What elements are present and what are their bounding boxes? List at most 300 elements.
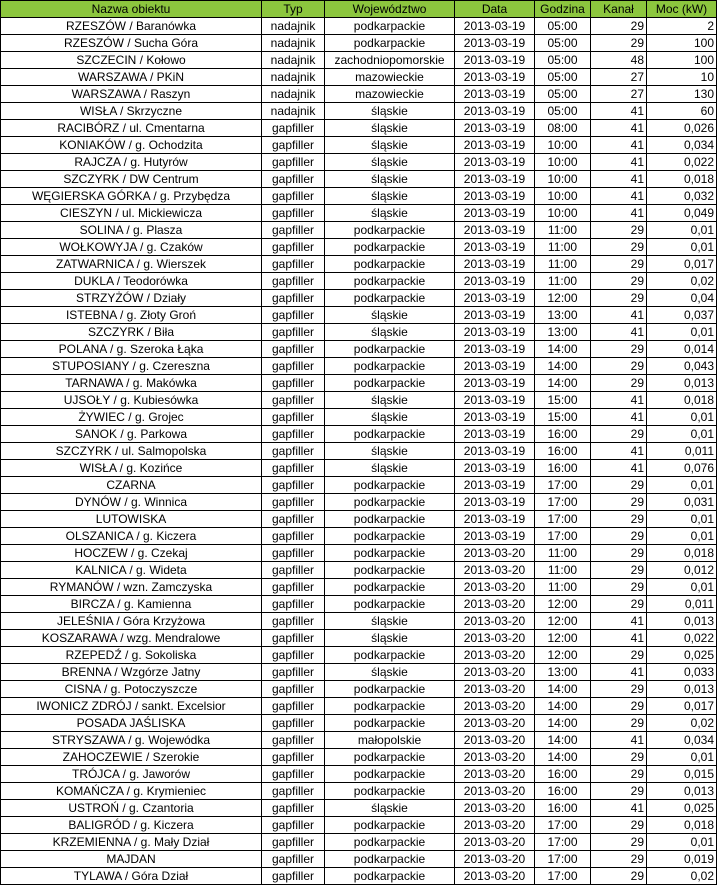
cell-kanal: 29 bbox=[591, 562, 647, 579]
cell-moc: 0,031 bbox=[647, 494, 717, 511]
cell-moc: 0,037 bbox=[647, 307, 717, 324]
cell-moc: 0,015 bbox=[647, 766, 717, 783]
cell-moc: 0,025 bbox=[647, 800, 717, 817]
cell-kanal: 41 bbox=[591, 732, 647, 749]
cell-nazwa: JELEŚNIA / Góra Krzyżowa bbox=[1, 613, 262, 630]
cell-kanal: 29 bbox=[591, 851, 647, 868]
cell-kanal: 41 bbox=[591, 103, 647, 120]
cell-moc: 0,014 bbox=[647, 341, 717, 358]
cell-nazwa: SZCZYRK / Biła bbox=[1, 324, 262, 341]
cell-nazwa: RAJCZA / g. Hutyrów bbox=[1, 154, 262, 171]
cell-wojewodztwo: podkarpackie bbox=[325, 290, 455, 307]
cell-kanal: 29 bbox=[591, 222, 647, 239]
cell-nazwa: POLANA / g. Szeroka Łąka bbox=[1, 341, 262, 358]
cell-nazwa: RZESZÓW / Sucha Góra bbox=[1, 35, 262, 52]
cell-moc: 2 bbox=[647, 18, 717, 35]
cell-wojewodztwo: podkarpackie bbox=[325, 477, 455, 494]
cell-wojewodztwo: podkarpackie bbox=[325, 817, 455, 834]
table-row bbox=[1, 154, 717, 171]
cell-godzina: 14:00 bbox=[535, 698, 591, 715]
cell-godzina: 16:00 bbox=[535, 783, 591, 800]
cell-data: 2013-03-19 bbox=[455, 256, 535, 273]
cell-data: 2013-03-20 bbox=[455, 749, 535, 766]
cell-moc: 0,011 bbox=[647, 443, 717, 460]
cell-wojewodztwo: śląskie bbox=[325, 443, 455, 460]
cell-moc: 0,01 bbox=[647, 477, 717, 494]
cell-wojewodztwo: śląskie bbox=[325, 392, 455, 409]
cell-godzina: 11:00 bbox=[535, 562, 591, 579]
cell-moc: 0,018 bbox=[647, 545, 717, 562]
table-row bbox=[1, 409, 717, 426]
table-body bbox=[1, 18, 717, 885]
cell-typ: gapfiller bbox=[262, 749, 325, 766]
cell-data: 2013-03-19 bbox=[455, 69, 535, 86]
cell-nazwa: KOSZARAWA / wzg. Mendralowe bbox=[1, 630, 262, 647]
cell-godzina: 16:00 bbox=[535, 800, 591, 817]
cell-kanal: 29 bbox=[591, 18, 647, 35]
cell-typ: gapfiller bbox=[262, 154, 325, 171]
cell-wojewodztwo: podkarpackie bbox=[325, 222, 455, 239]
cell-kanal: 41 bbox=[591, 324, 647, 341]
cell-typ: gapfiller bbox=[262, 358, 325, 375]
cell-godzina: 17:00 bbox=[535, 511, 591, 528]
table-row bbox=[1, 358, 717, 375]
cell-data: 2013-03-19 bbox=[455, 528, 535, 545]
cell-godzina: 12:00 bbox=[535, 613, 591, 630]
cell-godzina: 14:00 bbox=[535, 375, 591, 392]
cell-moc: 0,01 bbox=[647, 324, 717, 341]
cell-data: 2013-03-19 bbox=[455, 341, 535, 358]
cell-wojewodztwo: śląskie bbox=[325, 800, 455, 817]
cell-kanal: 41 bbox=[591, 613, 647, 630]
cell-kanal: 41 bbox=[591, 307, 647, 324]
cell-wojewodztwo: podkarpackie bbox=[325, 579, 455, 596]
cell-typ: gapfiller bbox=[262, 783, 325, 800]
table-row bbox=[1, 324, 717, 341]
cell-typ: gapfiller bbox=[262, 851, 325, 868]
cell-wojewodztwo: zachodniopomorskie bbox=[325, 52, 455, 69]
table-row bbox=[1, 35, 717, 52]
cell-wojewodztwo: śląskie bbox=[325, 613, 455, 630]
cell-moc: 0,018 bbox=[647, 171, 717, 188]
cell-nazwa: BRENNA / Wzgórze Jatny bbox=[1, 664, 262, 681]
cell-godzina: 11:00 bbox=[535, 256, 591, 273]
cell-kanal: 29 bbox=[591, 698, 647, 715]
cell-nazwa: WISŁA / Skrzyczne bbox=[1, 103, 262, 120]
cell-godzina: 17:00 bbox=[535, 494, 591, 511]
cell-nazwa: CISNA / g. Potoczyszcze bbox=[1, 681, 262, 698]
cell-data: 2013-03-20 bbox=[455, 715, 535, 732]
cell-moc: 0,01 bbox=[647, 426, 717, 443]
cell-godzina: 15:00 bbox=[535, 409, 591, 426]
cell-moc: 0,011 bbox=[647, 596, 717, 613]
cell-typ: gapfiller bbox=[262, 256, 325, 273]
cell-data: 2013-03-20 bbox=[455, 647, 535, 664]
cell-data: 2013-03-19 bbox=[455, 188, 535, 205]
cell-moc: 0,049 bbox=[647, 205, 717, 222]
table-row bbox=[1, 596, 717, 613]
cell-nazwa: STRZYŻÓW / Działy bbox=[1, 290, 262, 307]
cell-data: 2013-03-19 bbox=[455, 154, 535, 171]
cell-data: 2013-03-20 bbox=[455, 579, 535, 596]
cell-moc: 0,019 bbox=[647, 851, 717, 868]
cell-wojewodztwo: podkarpackie bbox=[325, 698, 455, 715]
cell-kanal: 29 bbox=[591, 596, 647, 613]
table-row bbox=[1, 562, 717, 579]
cell-typ: gapfiller bbox=[262, 137, 325, 154]
cell-kanal: 41 bbox=[591, 154, 647, 171]
cell-typ: gapfiller bbox=[262, 800, 325, 817]
cell-typ: gapfiller bbox=[262, 528, 325, 545]
cell-moc: 130 bbox=[647, 86, 717, 103]
cell-moc: 0,026 bbox=[647, 120, 717, 137]
cell-kanal: 29 bbox=[591, 545, 647, 562]
cell-typ: gapfiller bbox=[262, 392, 325, 409]
table-row bbox=[1, 239, 717, 256]
cell-typ: gapfiller bbox=[262, 511, 325, 528]
cell-moc: 0,025 bbox=[647, 647, 717, 664]
cell-typ: gapfiller bbox=[262, 562, 325, 579]
cell-typ: gapfiller bbox=[262, 443, 325, 460]
cell-nazwa: WARSZAWA / PKiN bbox=[1, 69, 262, 86]
cell-data: 2013-03-19 bbox=[455, 290, 535, 307]
cell-kanal: 41 bbox=[591, 409, 647, 426]
cell-wojewodztwo: podkarpackie bbox=[325, 426, 455, 443]
cell-data: 2013-03-19 bbox=[455, 137, 535, 154]
cell-kanal: 29 bbox=[591, 256, 647, 273]
table-row bbox=[1, 749, 717, 766]
cell-godzina: 13:00 bbox=[535, 307, 591, 324]
cell-typ: gapfiller bbox=[262, 715, 325, 732]
cell-kanal: 29 bbox=[591, 715, 647, 732]
cell-data: 2013-03-19 bbox=[455, 375, 535, 392]
cell-godzina: 05:00 bbox=[535, 69, 591, 86]
cell-moc: 0,01 bbox=[647, 834, 717, 851]
cell-data: 2013-03-19 bbox=[455, 52, 535, 69]
table-row bbox=[1, 715, 717, 732]
cell-typ: gapfiller bbox=[262, 409, 325, 426]
cell-wojewodztwo: śląskie bbox=[325, 188, 455, 205]
cell-nazwa: TARNAWA / g. Makówka bbox=[1, 375, 262, 392]
cell-typ: nadajnik bbox=[262, 103, 325, 120]
cell-kanal: 29 bbox=[591, 511, 647, 528]
cell-nazwa: RYMANÓW / wzn. Zamczyska bbox=[1, 579, 262, 596]
header-nazwa-obiektu: Nazwa obiektu bbox=[1, 1, 262, 18]
cell-nazwa: ISTEBNA / g. Złoty Groń bbox=[1, 307, 262, 324]
cell-data: 2013-03-19 bbox=[455, 307, 535, 324]
cell-moc: 0,01 bbox=[647, 579, 717, 596]
cell-kanal: 29 bbox=[591, 358, 647, 375]
cell-typ: gapfiller bbox=[262, 681, 325, 698]
cell-nazwa: ZATWARNICA / g. Wierszek bbox=[1, 256, 262, 273]
cell-kanal: 41 bbox=[591, 630, 647, 647]
cell-data: 2013-03-19 bbox=[455, 103, 535, 120]
cell-nazwa: KOMAŃCZA / g. Krymieniec bbox=[1, 783, 262, 800]
cell-kanal: 41 bbox=[591, 460, 647, 477]
table-row bbox=[1, 205, 717, 222]
cell-godzina: 05:00 bbox=[535, 52, 591, 69]
cell-moc: 0,017 bbox=[647, 256, 717, 273]
table-row bbox=[1, 477, 717, 494]
cell-wojewodztwo: podkarpackie bbox=[325, 256, 455, 273]
cell-kanal: 29 bbox=[591, 783, 647, 800]
cell-moc: 0,013 bbox=[647, 681, 717, 698]
cell-wojewodztwo: podkarpackie bbox=[325, 783, 455, 800]
table-row bbox=[1, 103, 717, 120]
table-row bbox=[1, 256, 717, 273]
cell-wojewodztwo: podkarpackie bbox=[325, 868, 455, 885]
cell-kanal: 29 bbox=[591, 868, 647, 885]
cell-data: 2013-03-19 bbox=[455, 392, 535, 409]
cell-kanal: 29 bbox=[591, 273, 647, 290]
cell-data: 2013-03-19 bbox=[455, 494, 535, 511]
header-typ: Typ bbox=[262, 1, 325, 18]
cell-wojewodztwo: śląskie bbox=[325, 664, 455, 681]
cell-moc: 0,022 bbox=[647, 154, 717, 171]
cell-data: 2013-03-20 bbox=[455, 562, 535, 579]
cell-wojewodztwo: podkarpackie bbox=[325, 681, 455, 698]
cell-moc: 0,076 bbox=[647, 460, 717, 477]
cell-typ: gapfiller bbox=[262, 222, 325, 239]
cell-typ: gapfiller bbox=[262, 290, 325, 307]
cell-wojewodztwo: mazowieckie bbox=[325, 86, 455, 103]
cell-typ: gapfiller bbox=[262, 477, 325, 494]
cell-nazwa: USTROŃ / g. Czantoria bbox=[1, 800, 262, 817]
cell-godzina: 10:00 bbox=[535, 137, 591, 154]
cell-godzina: 12:00 bbox=[535, 630, 591, 647]
cell-data: 2013-03-19 bbox=[455, 205, 535, 222]
table-row bbox=[1, 341, 717, 358]
cell-godzina: 17:00 bbox=[535, 528, 591, 545]
cell-wojewodztwo: podkarpackie bbox=[325, 494, 455, 511]
cell-godzina: 11:00 bbox=[535, 239, 591, 256]
cell-data: 2013-03-19 bbox=[455, 171, 535, 188]
cell-data: 2013-03-20 bbox=[455, 613, 535, 630]
cell-wojewodztwo: podkarpackie bbox=[325, 511, 455, 528]
cell-kanal: 29 bbox=[591, 290, 647, 307]
cell-kanal: 29 bbox=[591, 494, 647, 511]
cell-data: 2013-03-19 bbox=[455, 477, 535, 494]
cell-kanal: 29 bbox=[591, 681, 647, 698]
cell-typ: gapfiller bbox=[262, 239, 325, 256]
cell-godzina: 15:00 bbox=[535, 392, 591, 409]
cell-data: 2013-03-20 bbox=[455, 545, 535, 562]
cell-wojewodztwo: podkarpackie bbox=[325, 239, 455, 256]
cell-nazwa: WARSZAWA / Raszyn bbox=[1, 86, 262, 103]
table-row bbox=[1, 528, 717, 545]
cell-data: 2013-03-20 bbox=[455, 800, 535, 817]
cell-nazwa: ŻYWIEC / g. Grojec bbox=[1, 409, 262, 426]
header-godzina: Godzina bbox=[535, 1, 591, 18]
cell-data: 2013-03-19 bbox=[455, 426, 535, 443]
cell-typ: nadajnik bbox=[262, 69, 325, 86]
cell-typ: nadajnik bbox=[262, 86, 325, 103]
cell-moc: 0,013 bbox=[647, 783, 717, 800]
cell-typ: gapfiller bbox=[262, 579, 325, 596]
cell-data: 2013-03-19 bbox=[455, 511, 535, 528]
cell-typ: gapfiller bbox=[262, 171, 325, 188]
cell-nazwa: HOCZEW / g. Czekaj bbox=[1, 545, 262, 562]
cell-nazwa: KALNICA / g. Wideta bbox=[1, 562, 262, 579]
cell-typ: gapfiller bbox=[262, 596, 325, 613]
table-row bbox=[1, 171, 717, 188]
cell-moc: 0,034 bbox=[647, 137, 717, 154]
cell-nazwa: KRZEMIENNA / g. Mały Dział bbox=[1, 834, 262, 851]
cell-godzina: 12:00 bbox=[535, 290, 591, 307]
table-row bbox=[1, 732, 717, 749]
cell-kanal: 41 bbox=[591, 188, 647, 205]
table-row bbox=[1, 307, 717, 324]
table-row bbox=[1, 681, 717, 698]
cell-kanal: 29 bbox=[591, 528, 647, 545]
cell-typ: gapfiller bbox=[262, 834, 325, 851]
cell-data: 2013-03-20 bbox=[455, 698, 535, 715]
cell-typ: nadajnik bbox=[262, 18, 325, 35]
table-row bbox=[1, 630, 717, 647]
cell-typ: gapfiller bbox=[262, 426, 325, 443]
table-row bbox=[1, 766, 717, 783]
cell-wojewodztwo: śląskie bbox=[325, 307, 455, 324]
table-row bbox=[1, 273, 717, 290]
cell-nazwa: RZEPEDŹ / g. Sokoliska bbox=[1, 647, 262, 664]
cell-typ: gapfiller bbox=[262, 868, 325, 885]
cell-data: 2013-03-19 bbox=[455, 120, 535, 137]
cell-godzina: 14:00 bbox=[535, 358, 591, 375]
table-row bbox=[1, 698, 717, 715]
cell-typ: gapfiller bbox=[262, 664, 325, 681]
cell-kanal: 41 bbox=[591, 800, 647, 817]
cell-moc: 0,012 bbox=[647, 562, 717, 579]
cell-typ: gapfiller bbox=[262, 273, 325, 290]
cell-nazwa: BIRCZA / g. Kamienna bbox=[1, 596, 262, 613]
cell-godzina: 14:00 bbox=[535, 681, 591, 698]
cell-data: 2013-03-20 bbox=[455, 732, 535, 749]
cell-data: 2013-03-19 bbox=[455, 222, 535, 239]
cell-nazwa: SOLINA / g. Plasza bbox=[1, 222, 262, 239]
cell-wojewodztwo: małopolskie bbox=[325, 732, 455, 749]
cell-godzina: 11:00 bbox=[535, 273, 591, 290]
cell-moc: 0,01 bbox=[647, 749, 717, 766]
cell-godzina: 14:00 bbox=[535, 732, 591, 749]
cell-data: 2013-03-19 bbox=[455, 443, 535, 460]
cell-wojewodztwo: podkarpackie bbox=[325, 766, 455, 783]
cell-moc: 0,032 bbox=[647, 188, 717, 205]
cell-godzina: 17:00 bbox=[535, 817, 591, 834]
cell-godzina: 10:00 bbox=[535, 188, 591, 205]
cell-moc: 0,018 bbox=[647, 392, 717, 409]
cell-typ: gapfiller bbox=[262, 324, 325, 341]
cell-kanal: 27 bbox=[591, 86, 647, 103]
cell-wojewodztwo: śląskie bbox=[325, 205, 455, 222]
table-row bbox=[1, 69, 717, 86]
cell-wojewodztwo: podkarpackie bbox=[325, 545, 455, 562]
cell-moc: 0,02 bbox=[647, 715, 717, 732]
cell-moc: 0,04 bbox=[647, 290, 717, 307]
cell-wojewodztwo: mazowieckie bbox=[325, 69, 455, 86]
cell-moc: 0,02 bbox=[647, 273, 717, 290]
table-row bbox=[1, 868, 717, 885]
cell-nazwa: STUPOSIANY / g. Czereszna bbox=[1, 358, 262, 375]
cell-typ: gapfiller bbox=[262, 460, 325, 477]
cell-nazwa: IWONICZ ZDRÓJ / sankt. Excelsior bbox=[1, 698, 262, 715]
cell-godzina: 14:00 bbox=[535, 341, 591, 358]
cell-moc: 0,01 bbox=[647, 528, 717, 545]
cell-nazwa: WOŁKOWYJA / g. Czaków bbox=[1, 239, 262, 256]
table-row bbox=[1, 18, 717, 35]
cell-nazwa: SZCZECIN / Kołowo bbox=[1, 52, 262, 69]
cell-typ: gapfiller bbox=[262, 188, 325, 205]
cell-typ: gapfiller bbox=[262, 494, 325, 511]
cell-data: 2013-03-19 bbox=[455, 358, 535, 375]
cell-godzina: 17:00 bbox=[535, 868, 591, 885]
cell-moc: 0,034 bbox=[647, 732, 717, 749]
cell-moc: 100 bbox=[647, 52, 717, 69]
cell-godzina: 08:00 bbox=[535, 120, 591, 137]
cell-godzina: 14:00 bbox=[535, 749, 591, 766]
cell-data: 2013-03-19 bbox=[455, 239, 535, 256]
cell-godzina: 12:00 bbox=[535, 596, 591, 613]
table-row bbox=[1, 545, 717, 562]
header-wojewodztwo: Województwo bbox=[325, 1, 455, 18]
cell-godzina: 11:00 bbox=[535, 222, 591, 239]
table-row bbox=[1, 834, 717, 851]
cell-moc: 0,01 bbox=[647, 409, 717, 426]
table-row bbox=[1, 579, 717, 596]
cell-godzina: 10:00 bbox=[535, 171, 591, 188]
header-row bbox=[1, 1, 717, 18]
table-row bbox=[1, 460, 717, 477]
cell-godzina: 11:00 bbox=[535, 579, 591, 596]
cell-data: 2013-03-20 bbox=[455, 817, 535, 834]
cell-nazwa: BALIGRÓD / g. Kiczera bbox=[1, 817, 262, 834]
table-row bbox=[1, 426, 717, 443]
cell-wojewodztwo: śląskie bbox=[325, 120, 455, 137]
cell-moc: 0,013 bbox=[647, 375, 717, 392]
cell-typ: gapfiller bbox=[262, 307, 325, 324]
cell-kanal: 29 bbox=[591, 834, 647, 851]
cell-moc: 0,018 bbox=[647, 817, 717, 834]
cell-wojewodztwo: podkarpackie bbox=[325, 375, 455, 392]
cell-godzina: 05:00 bbox=[535, 86, 591, 103]
table-row bbox=[1, 375, 717, 392]
cell-wojewodztwo: podkarpackie bbox=[325, 596, 455, 613]
cell-typ: gapfiller bbox=[262, 766, 325, 783]
table-row bbox=[1, 664, 717, 681]
cell-wojewodztwo: podkarpackie bbox=[325, 562, 455, 579]
cell-data: 2013-03-20 bbox=[455, 783, 535, 800]
cell-godzina: 05:00 bbox=[535, 35, 591, 52]
cell-typ: gapfiller bbox=[262, 647, 325, 664]
cell-data: 2013-03-20 bbox=[455, 851, 535, 868]
cell-godzina: 16:00 bbox=[535, 426, 591, 443]
cell-kanal: 41 bbox=[591, 392, 647, 409]
cell-godzina: 13:00 bbox=[535, 324, 591, 341]
cell-godzina: 13:00 bbox=[535, 664, 591, 681]
cell-data: 2013-03-19 bbox=[455, 273, 535, 290]
cell-kanal: 29 bbox=[591, 579, 647, 596]
cell-data: 2013-03-19 bbox=[455, 18, 535, 35]
cell-nazwa: STRYSZAWA / g. Wojewódka bbox=[1, 732, 262, 749]
cell-kanal: 29 bbox=[591, 766, 647, 783]
cell-kanal: 41 bbox=[591, 205, 647, 222]
cell-data: 2013-03-20 bbox=[455, 630, 535, 647]
cell-wojewodztwo: podkarpackie bbox=[325, 35, 455, 52]
cell-godzina: 17:00 bbox=[535, 834, 591, 851]
cell-nazwa: WĘGIERSKA GÓRKA / g. Przybędza bbox=[1, 188, 262, 205]
cell-godzina: 05:00 bbox=[535, 18, 591, 35]
cell-data: 2013-03-19 bbox=[455, 324, 535, 341]
table-row bbox=[1, 137, 717, 154]
